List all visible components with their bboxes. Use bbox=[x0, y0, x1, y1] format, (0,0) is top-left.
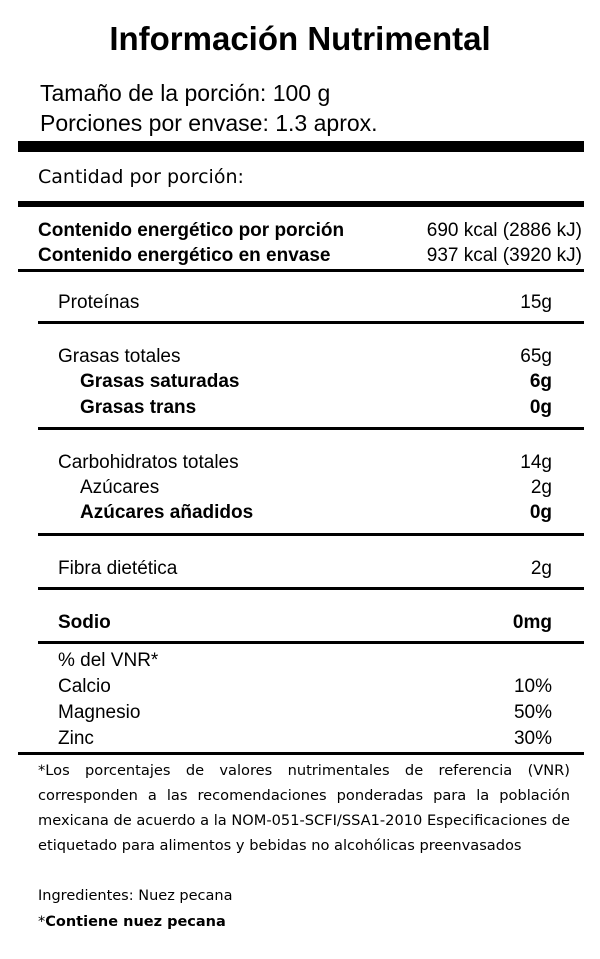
energy-label: Contenido energético por porción bbox=[38, 220, 345, 241]
vnr-header: % del VNR* bbox=[58, 650, 159, 671]
divider bbox=[38, 321, 584, 324]
nutrient-value: 2g bbox=[530, 477, 552, 498]
medium-divider bbox=[18, 201, 584, 207]
nutrient-value: 14g bbox=[520, 452, 552, 473]
vnr-label: Zinc bbox=[58, 728, 94, 749]
nutrient-value: 2g bbox=[530, 558, 552, 579]
divider bbox=[18, 269, 584, 272]
amount-per-serving: Cantidad por porción: bbox=[38, 166, 244, 188]
allergen-asterisk: * bbox=[38, 914, 46, 930]
nutrient-value: 15g bbox=[520, 292, 552, 313]
energy-value: 690 kcal (2886 kJ) bbox=[426, 220, 582, 241]
nutrient-label: Carbohidratos totales bbox=[58, 452, 239, 473]
nutrient-value: 0g bbox=[529, 502, 552, 523]
nutrient-label: Fibra dietética bbox=[58, 558, 178, 579]
vnr-label: Calcio bbox=[58, 676, 111, 697]
nutrient-value: 65g bbox=[520, 346, 552, 367]
divider bbox=[18, 752, 584, 755]
nutrient-label: Grasas totales bbox=[58, 346, 181, 367]
serving-size: Tamaño de la porción: 100 g bbox=[40, 80, 331, 106]
vnr-value: 30% bbox=[513, 728, 552, 749]
label-title: Información Nutrimental bbox=[109, 20, 491, 57]
divider bbox=[38, 427, 584, 430]
vnr-value: 50% bbox=[513, 702, 552, 723]
divider bbox=[38, 587, 584, 590]
nutrient-value: 6g bbox=[529, 371, 552, 392]
nutrient-label: Sodio bbox=[58, 612, 111, 633]
nutrient-label: Grasas trans bbox=[80, 397, 197, 418]
vnr-footnote: *Los porcentajes de valores nutrimentales de referencia (VNR) corresponden a las recomendaciones ponderadas para la población mexicana de acuerdo a la NOM-051-SCFI/SSA1-2010 Especificaciones de etiquetado para alimentos y bebidas no alcohólicas preenvasados bbox=[38, 762, 570, 854]
thick-divider bbox=[18, 141, 584, 152]
allergen-text: Contiene nuez pecana bbox=[45, 914, 226, 930]
vnr-value: 10% bbox=[513, 676, 552, 697]
ingredients-text: Ingredientes: Nuez pecana bbox=[38, 888, 233, 904]
energy-value: 937 kcal (3920 kJ) bbox=[426, 245, 582, 266]
nutrient-label: Grasas saturadas bbox=[80, 371, 240, 392]
nutrient-label: Proteínas bbox=[58, 292, 140, 313]
divider bbox=[38, 533, 584, 536]
nutrient-value: 0g bbox=[529, 397, 552, 418]
divider bbox=[38, 641, 584, 644]
nutrient-label: Azúcares bbox=[80, 477, 160, 498]
allergen-warning bbox=[38, 914, 226, 930]
servings-per-container: Porciones por envase: 1.3 aprox. bbox=[40, 110, 378, 136]
nutrient-label: Azúcares añadidos bbox=[80, 502, 254, 523]
vnr-label: Magnesio bbox=[58, 702, 141, 723]
energy-label: Contenido energético en envase bbox=[38, 245, 331, 266]
nutrient-value: 0mg bbox=[512, 612, 552, 633]
